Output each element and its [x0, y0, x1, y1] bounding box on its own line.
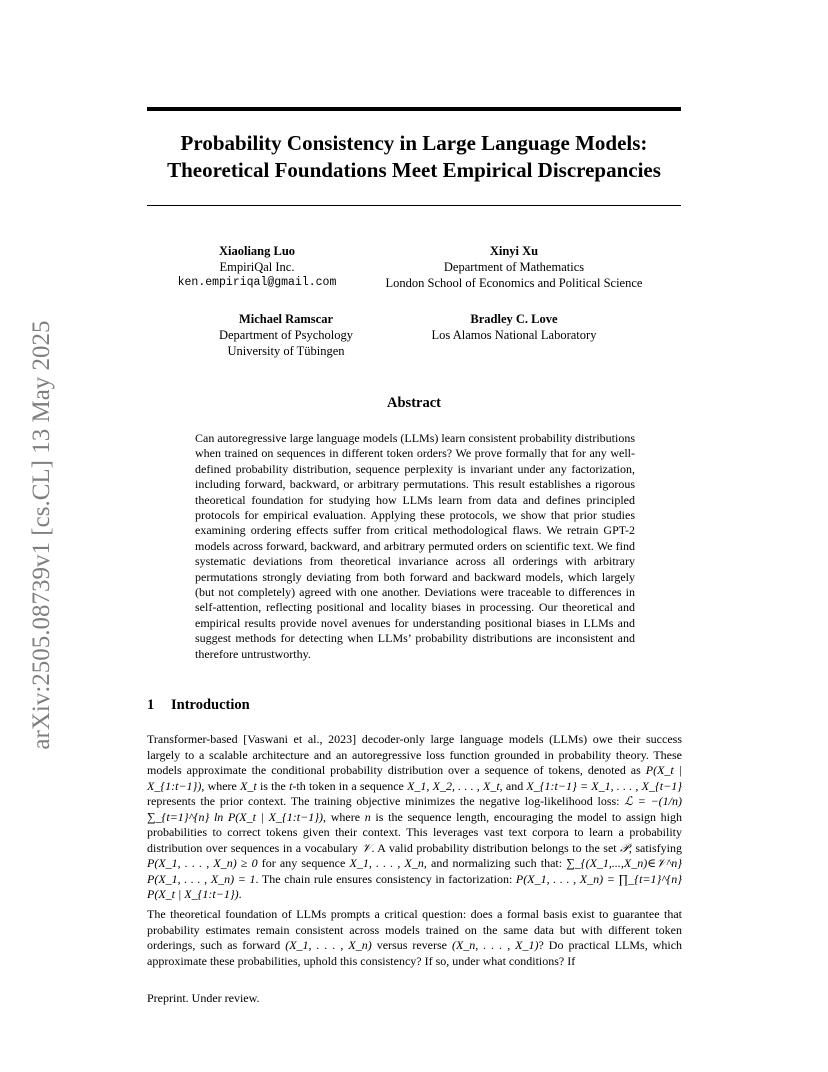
text-segment: . A valid probability distribution belongs to the set: [371, 840, 621, 855]
author-name: Xinyi Xu: [489, 244, 539, 258]
title-bottom-rule: [147, 205, 681, 206]
paper-title: [147, 130, 681, 184]
text-segment: , and normalizing such that:: [423, 856, 567, 870]
text-segment: , satisfying: [628, 840, 683, 855]
title-line-2: Theoretical Foundations Meet Empirical Discrepancies: [167, 158, 661, 182]
text-segment: , where: [323, 809, 365, 824]
author-block-xu: [364, 243, 664, 291]
math-expression: P(X_1, . . . , X_n) ≥ 0: [147, 856, 258, 870]
author-block-luo: [157, 243, 357, 291]
author-affiliation: Department of Mathematics: [443, 260, 585, 274]
intro-paragraph-2: [147, 907, 682, 969]
text-segment: -th token in a sequence: [292, 778, 408, 793]
text-segment: ? Do practical LLMs, which approximate these probabilities, uphold this consistency? If so, under what conditions? If: [147, 938, 683, 968]
author-block-love: [404, 311, 624, 343]
math-expression: X_{1:t−1} = X_1, . . . , X_{t−1}: [526, 778, 683, 793]
author-name: Xiaoliang Luo: [218, 244, 296, 258]
preprint-footer: Preprint. Under review.: [147, 991, 260, 1005]
intro-paragraph-1: [147, 732, 682, 903]
math-expression: P(X_1, . . . , X_n) = ∏_{t=1}^{n} P(X_t | X_{1:t−1}): [147, 871, 682, 901]
author-affiliation: Los Alamos National Laboratory: [431, 328, 597, 342]
math-expression: X_1, X_2, . . . , X_t: [407, 778, 500, 793]
abstract-text: Can autoregressive large language models (LLMs) learn consistent probability distributions when trained on sequences in different token orders? We prove formally that for any well-defined probability distribution, sequence perplexity is invariant under any factorization, including forward, backward, or arbitrary permutations. This result establishes a rigorous theoretical foundation for studying how LLMs learn from data and defines principled protocols for empirical evaluation. Applying these protocols, we show that prior studies examining ordering effects suffer from critical methodological flaws. We retrain GPT-2 models across forward, backward, and arbitrary permuted orders on scientific text. We find systematic deviations from theoretical invariance across all orderings with arbitrary permutations strongly deviating from both forward and backward models, which largely (but not completely) agreed with one another. Deviations were traceable to differences in self-attention, reflecting positional and locality biases in processing. Our theoretical and empirical results provide novel avenues for understanding positional biases in LLMs and suggest methods for detecting when LLMs’ probability distributions are inconsistent and therefore untrustworthy.: [195, 431, 636, 661]
abstract-heading: Abstract: [387, 395, 441, 411]
text-segment: represents the prior context. The training objective minimizes the negative log-likelihood loss:: [147, 794, 625, 808]
math-expression: X_t: [240, 778, 257, 793]
text-segment: versus reverse: [371, 938, 452, 952]
author-affiliation: London School of Economics and Political Science: [385, 276, 643, 290]
math-expression: 𝒫: [620, 840, 629, 855]
math-expression: X_1, . . . , X_n: [349, 856, 424, 870]
math-expression: 𝒱: [361, 840, 372, 855]
title-line-1: Probability Consistency in Large Language Models:: [180, 131, 648, 155]
text-segment: , and: [499, 778, 527, 793]
text-segment: . The chain rule ensures consistency in factorization:: [255, 871, 516, 886]
author-name: Bradley C. Love: [470, 312, 558, 326]
text-segment: The theoretical foundation of LLMs prompts a critical question: does a formal basis exist to guarantee that probability estimates remain consistent across models trained on the same data but with different token orderings, such as forward: [147, 907, 682, 952]
text-segment: .: [238, 887, 242, 901]
text-segment: , where: [201, 778, 241, 793]
author-name: Michael Ramscar: [238, 312, 334, 326]
author-email: ken.empiriqal@gmail.com: [177, 276, 337, 289]
text-segment: is the: [256, 778, 290, 793]
section-title: Introduction: [171, 697, 250, 713]
text-segment: is the sequence length, encouraging the model to assign high probabilities to correct tokens given their context. This leverages vast text corpora to learn a probability distribution over sequences in a vocabulary: [147, 809, 682, 855]
text-segment: Transformer-based [Vaswani et al., 2023] decoder-only large language models (LLMs) owe their success largely to a scalable architecture and an autoregressive loss function grounded in probability theory. These models approximate the conditional probability distribution over a sequence of tokens, denoted as: [147, 732, 682, 777]
arxiv-identifier-stamp: arXiv:2505.08739v1 [cs.CL] 13 May 2025: [28, 320, 55, 750]
title-top-rule: [147, 107, 681, 111]
math-expression: n: [364, 809, 371, 824]
author-affiliation: University of Tübingen: [227, 344, 345, 358]
math-expression: t: [289, 778, 293, 793]
section-number: 1: [147, 697, 155, 713]
author-affiliation: Department of Psychology: [218, 328, 353, 342]
math-expression: P(X_t | X_{1:t−1}): [147, 763, 683, 793]
math-expression: (X_1, . . . , X_n): [285, 938, 372, 952]
math-expression: (X_n, . . . , X_1): [451, 938, 539, 952]
math-expression: ℒ = −(1/n) ∑_{t=1}^{n} ln P(X_t | X_{1:t−1}): [147, 794, 682, 824]
author-affiliation: EmpiriQal Inc.: [219, 260, 295, 274]
author-block-ramscar: [186, 311, 386, 359]
section-heading-introduction: [147, 697, 250, 714]
text-segment: for any sequence: [257, 856, 350, 870]
math-expression: ∑_{(X_1,...,X_n)∈𝒱^n} P(X_1, . . . , X_n) = 1: [147, 856, 682, 886]
